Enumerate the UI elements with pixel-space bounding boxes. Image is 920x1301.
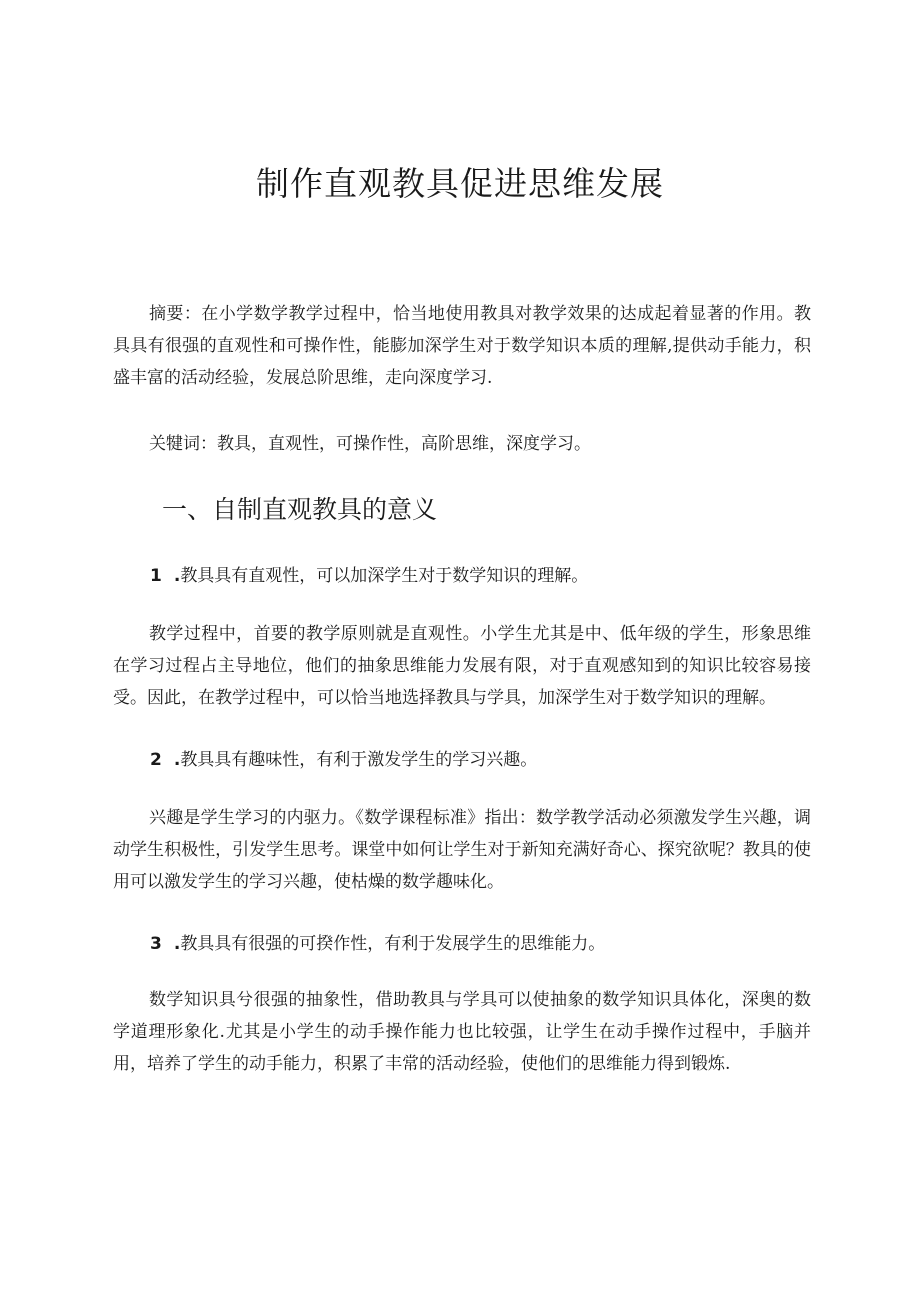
subsection-body-1: 教学过程中，首要的教学原则就是直观性。小学生尤其是中、低年级的学生，形象思维在学习过程占主导地位，他们的抽象思维能力发展有限，对于直观感知到的知识比较容易接受。因此，在教学过程中，可以恰当地选择教具与学具，加深学生对于数学知识的理解。 (113, 624, 811, 708)
keywords-line: 关犍词：教具，直观性，可操作性，高阶思维，深度学习。 (149, 434, 591, 454)
subsection-heading-1 (150, 560, 588, 592)
subsection-number: 2 (150, 750, 162, 770)
subsection-body-2: 兴趣是学生学习的内驱力。《数学课程标准》指出：数学教学活动必须激发学生兴趣，调动学生积极性，引发学生思考。课堂中如何让学生对于新知充满好奇心、探究欲呢？教具的使用可以激发学生的学习兴趣，使枯燥的数学趣味化。 (113, 808, 811, 892)
section-heading: 一、自制直观教具的意义 (162, 495, 438, 524)
subsection-dot: . (173, 566, 181, 586)
subsection-dot: . (173, 750, 181, 770)
document-title: 制作直观教具促进思维发展 (256, 164, 664, 203)
subsection-number: 1 (150, 566, 162, 586)
subsection-heading-text: 教具具有趣味性，有利于激发学生的学习兴趣。 (180, 750, 538, 770)
subsection-body-3: 数学知识具兮很强的抽象性，借助教具与学具可以使抽象的数学知识具体化，深奥的数学道理形象化.尤其是小学生的动手操作能力也比较强，让学生在动手操作过程中，手脑并用，培养了学生的动手能力，积累了丰常的活动经验，使他们的思维能力得到锻炼. (113, 990, 811, 1074)
subsection-dot: . (173, 934, 181, 954)
subsection-heading-text: 教具具有直观性，可以加深学生对于数学知识的理解。 (180, 566, 589, 586)
subsection-heading-3 (150, 928, 605, 960)
abstract-paragraph: 摘要：在小学数学教学过程中，恰当地使用教具对教学效果的达成起着显著的作用。教具具有很强的直观性和可操作性，能膨加深学生对于数学知识本质的理解,提供动手能力，积盛丰富的活动经验，发展总阶思维，走向深度学习. (113, 304, 811, 388)
subsection-number: 3 (150, 934, 162, 954)
subsection-heading-text: 教具具有很强的可揆作性，有利于发展学生的思维能力。 (180, 934, 606, 954)
subsection-heading-2 (150, 744, 537, 776)
